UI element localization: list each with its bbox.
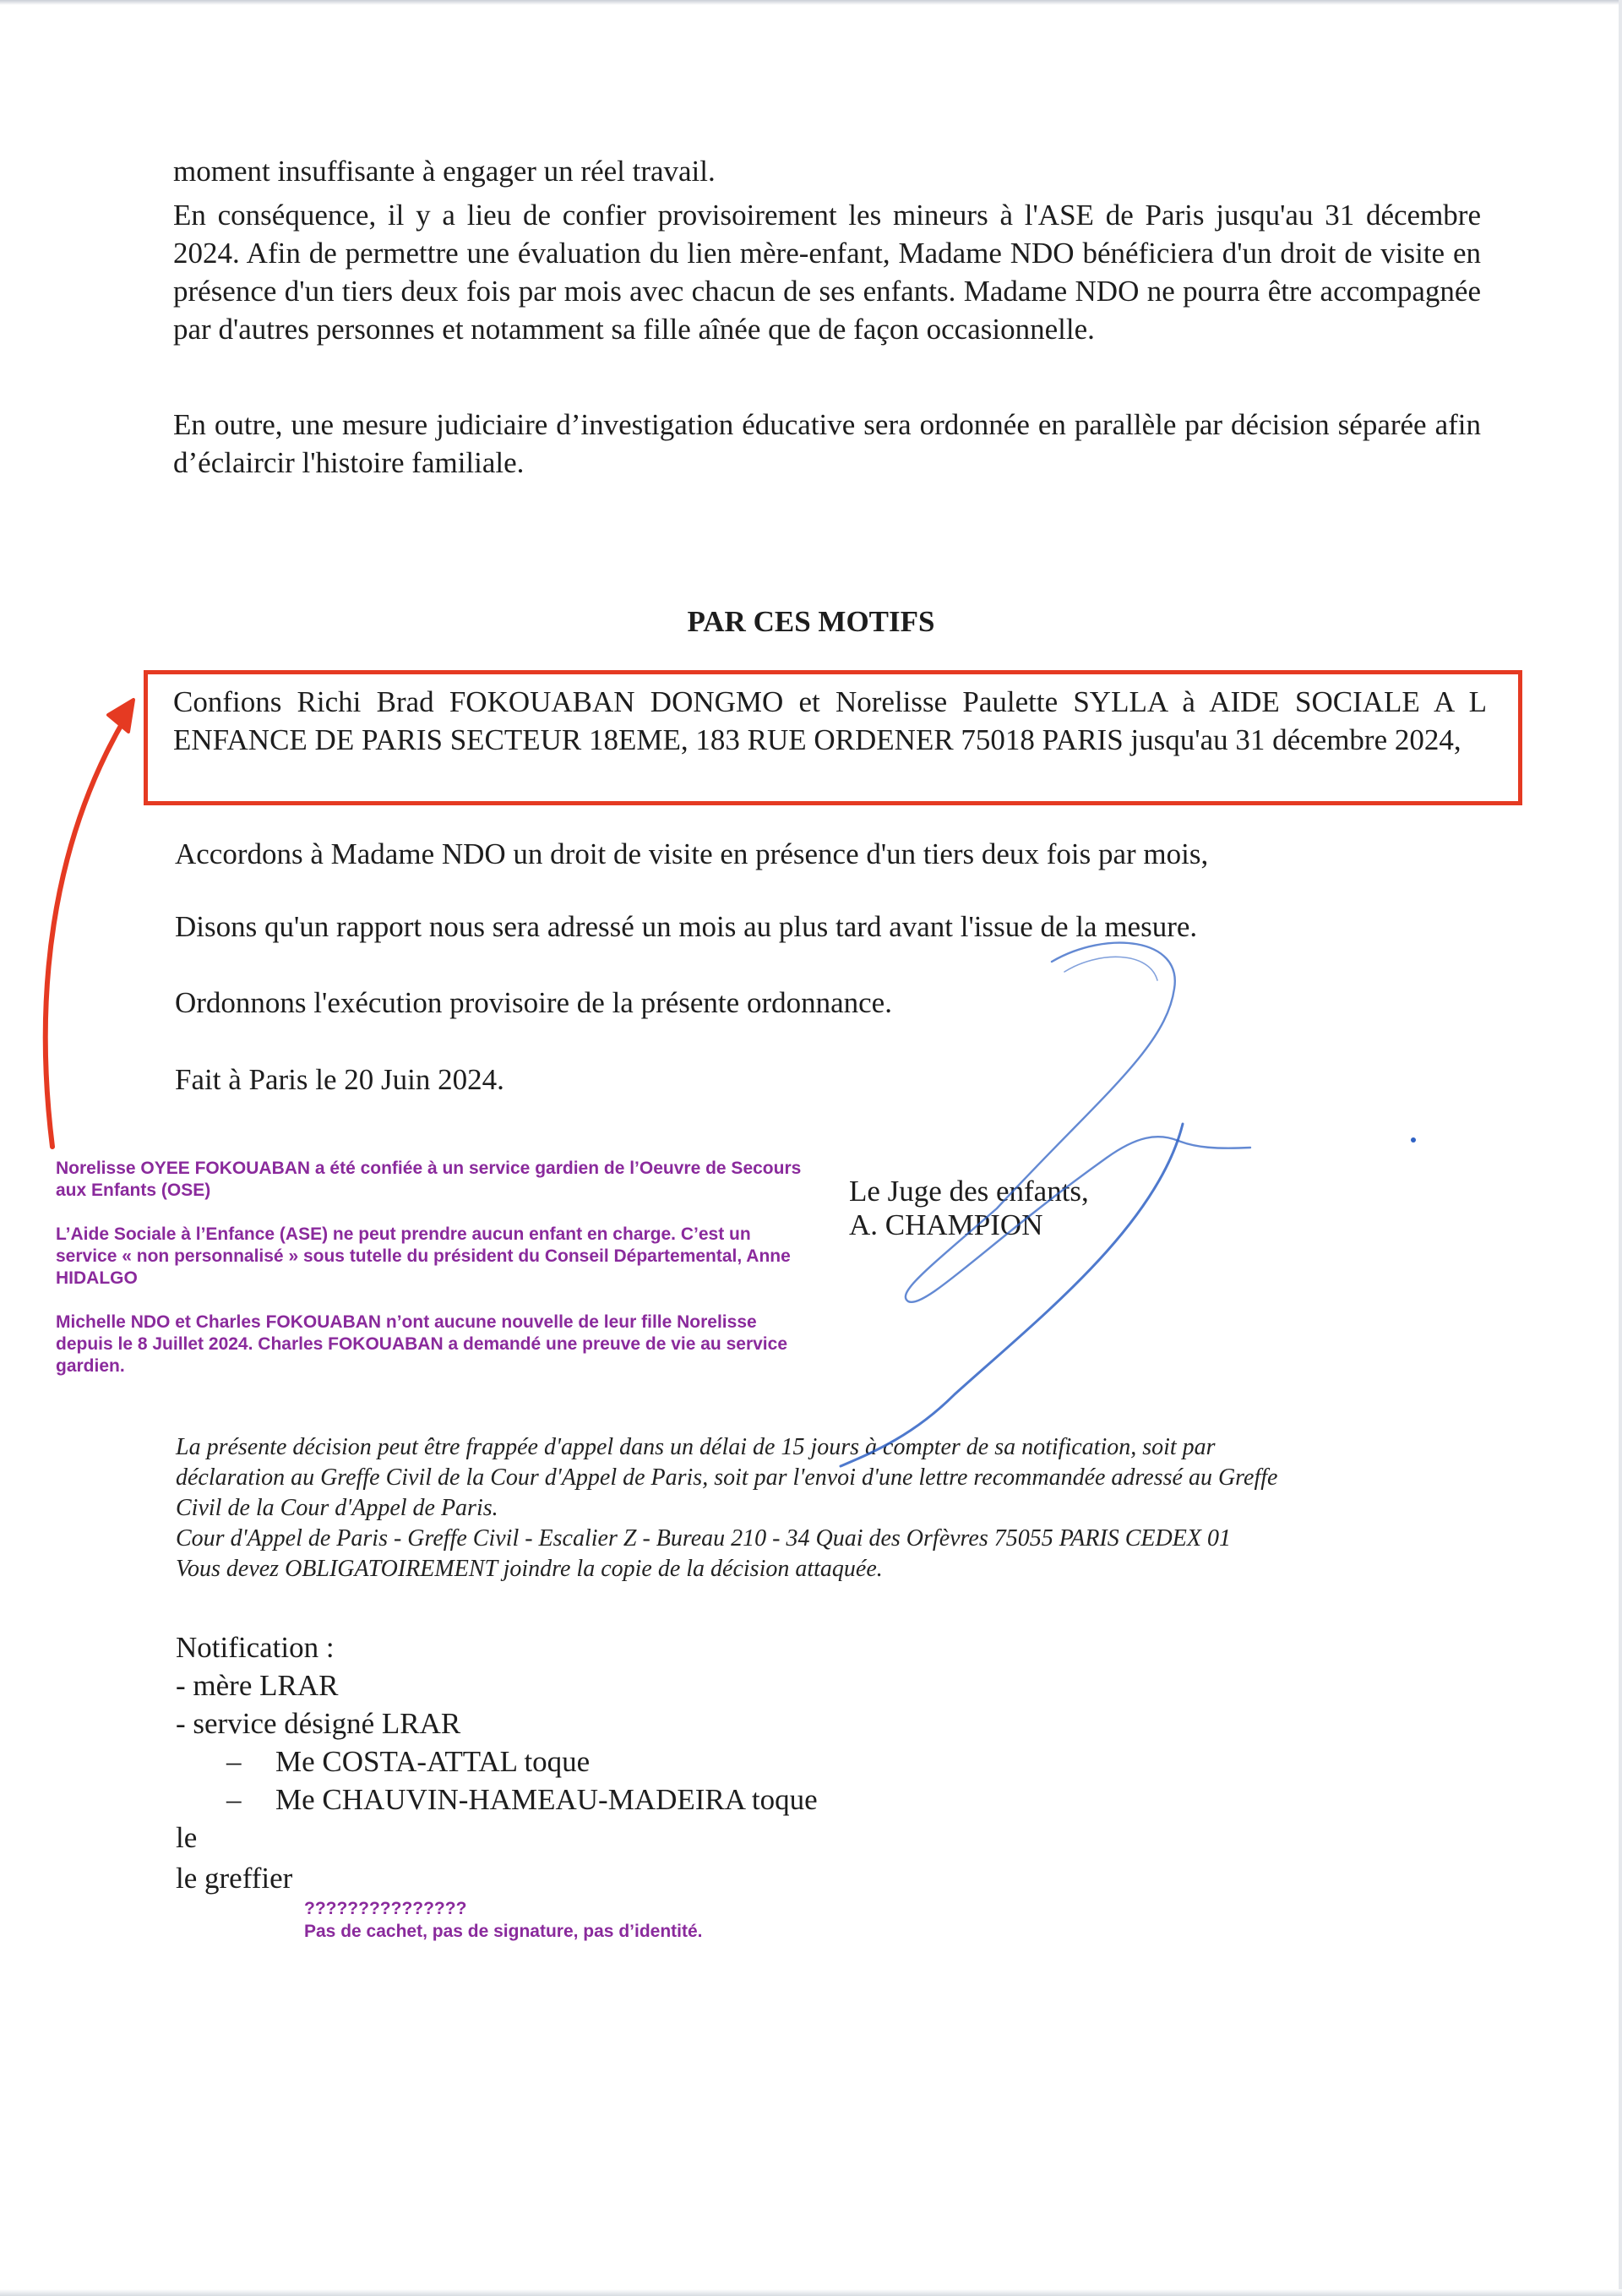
appeal-line-3: Civil de la Cour d'Appel de Paris.	[176, 1495, 498, 1521]
section-heading: PAR CES MOTIFS	[687, 605, 935, 638]
judge-title: Le Juge des enfants,	[849, 1175, 1089, 1208]
decision-date: Fait à Paris le 20 Juin 2024.	[175, 1063, 504, 1096]
signature-dot	[1411, 1137, 1416, 1143]
paragraph-3: En outre, une mesure judiciaire d’investigation éducative sera ordonnée en parallèle par décision séparée afin d’éclaircir l'histoire familiale.	[173, 408, 1481, 479]
scan-edge-top	[0, 0, 1622, 5]
red-arrow	[46, 700, 133, 1147]
notification-item-le: le	[176, 1821, 198, 1854]
paragraph-1: moment insuffisante à engager un réel travail.	[173, 155, 716, 188]
signature-stroke-loop	[1064, 957, 1157, 980]
signature-stroke-upper	[906, 943, 1250, 1302]
annotation-no-news: Michelle NDO et Charles FOKOUABAN n’ont aucune nouvelle de leur fille Norelisse depuis le 8 Juillet 2024. Charles FOKOUABAN a demandé une preuve de vie au service gardien.	[56, 1312, 787, 1376]
appeal-notice	[176, 1432, 1494, 1584]
decision-accordons: Accordons à Madame NDO un droit de visite en présence d'un tiers deux fois par mois,	[175, 837, 1209, 870]
notification-item-lawyer-1	[226, 1742, 590, 1781]
paragraph-2: En conséquence, il y a lieu de confier provisoirement les mineurs à l'ASE de Paris jusqu'au 31 décembre 2024. Afin de permettre une évaluation du lien mère-enfant, Madame NDO bénéficiera d'un droit de visite en présence d'un tiers deux fois par mois avec chacun de ses enfants. Madame NDO ne pourra être accompagnée par d'autres personnes et notamment sa fille aînée que de façon occasionnelle.	[173, 199, 1481, 346]
appeal-line-5: Vous devez OBLIGATOIREMENT joindre la copie de la décision attaquée.	[176, 1556, 883, 1582]
list-dash: –	[226, 1745, 242, 1778]
notification-item-lawyer-2	[226, 1781, 818, 1819]
red-arrow-head	[108, 700, 133, 732]
scan-edge-bottom	[0, 2289, 1622, 2296]
no-stamp-text: Pas de cachet, pas de signature, pas d’identité.	[304, 1922, 703, 1941]
judge-name: A. CHAMPION	[849, 1208, 1043, 1241]
notification-item-mother: - mère LRAR	[176, 1669, 339, 1702]
notification-item-service: - service désigné LRAR	[176, 1707, 461, 1740]
decision-confions: Confions Richi Brad FOKOUABAN DONGMO et Norelisse Paulette SYLLA à AIDE SOCIALE A L ENFANCE DE PARIS SECTEUR 18EME, 183 RUE ORDENER 75018 PARIS jusqu'au 31 décembre 2024,	[173, 685, 1487, 756]
notification-title: Notification :	[176, 1631, 335, 1664]
annotation-ase: L’Aide Sociale à l’Enfance (ASE) ne peut prendre aucun enfant en charge. C’est un service « non personnalisé » sous tutelle du président du Conseil Départemental, Anne HIDALGO	[56, 1224, 791, 1288]
appeal-line-1: La présente décision peut être frappée d'appel dans un délai de 15 jours à compter de sa notification, soit par	[176, 1434, 1216, 1460]
question-marks-text: ???????????????	[304, 1899, 467, 1918]
scan-edge-right	[1619, 0, 1622, 2296]
red-arrow-shaft	[46, 718, 125, 1147]
appeal-line-4: Cour d'Appel de Paris - Greffe Civil - Escalier Z - Bureau 210 - 34 Quai des Orfèvres 75055 PARIS CEDEX 01	[176, 1525, 1231, 1552]
question-marks-note	[304, 1898, 466, 1920]
decision-disons: Disons qu'un rapport nous sera adressé un mois au plus tard avant l'issue de la mesure.	[175, 910, 1198, 943]
appeal-line-2: déclaration au Greffe Civil de la Cour d'Appel de Paris, soit par l'envoi d'une lettre recommandée adressé au Greffe	[176, 1464, 1278, 1491]
lawyer-2-label: Me CHAUVIN-HAMEAU-MADEIRA toque	[275, 1783, 818, 1816]
decision-ordonnons: Ordonnons l'exécution provisoire de la présente ordonnance.	[175, 986, 892, 1019]
no-stamp-note	[304, 1921, 703, 1943]
notification-item-greffier: le greffier	[176, 1862, 293, 1895]
annotation-ose: Norelisse OYEE FOKOUABAN a été confiée à un service gardien de l’Oeuvre de Secours aux Enfants (OSE)	[56, 1159, 802, 1200]
list-dash: –	[226, 1783, 242, 1816]
lawyer-1-label: Me COSTA-ATTAL toque	[275, 1745, 591, 1778]
